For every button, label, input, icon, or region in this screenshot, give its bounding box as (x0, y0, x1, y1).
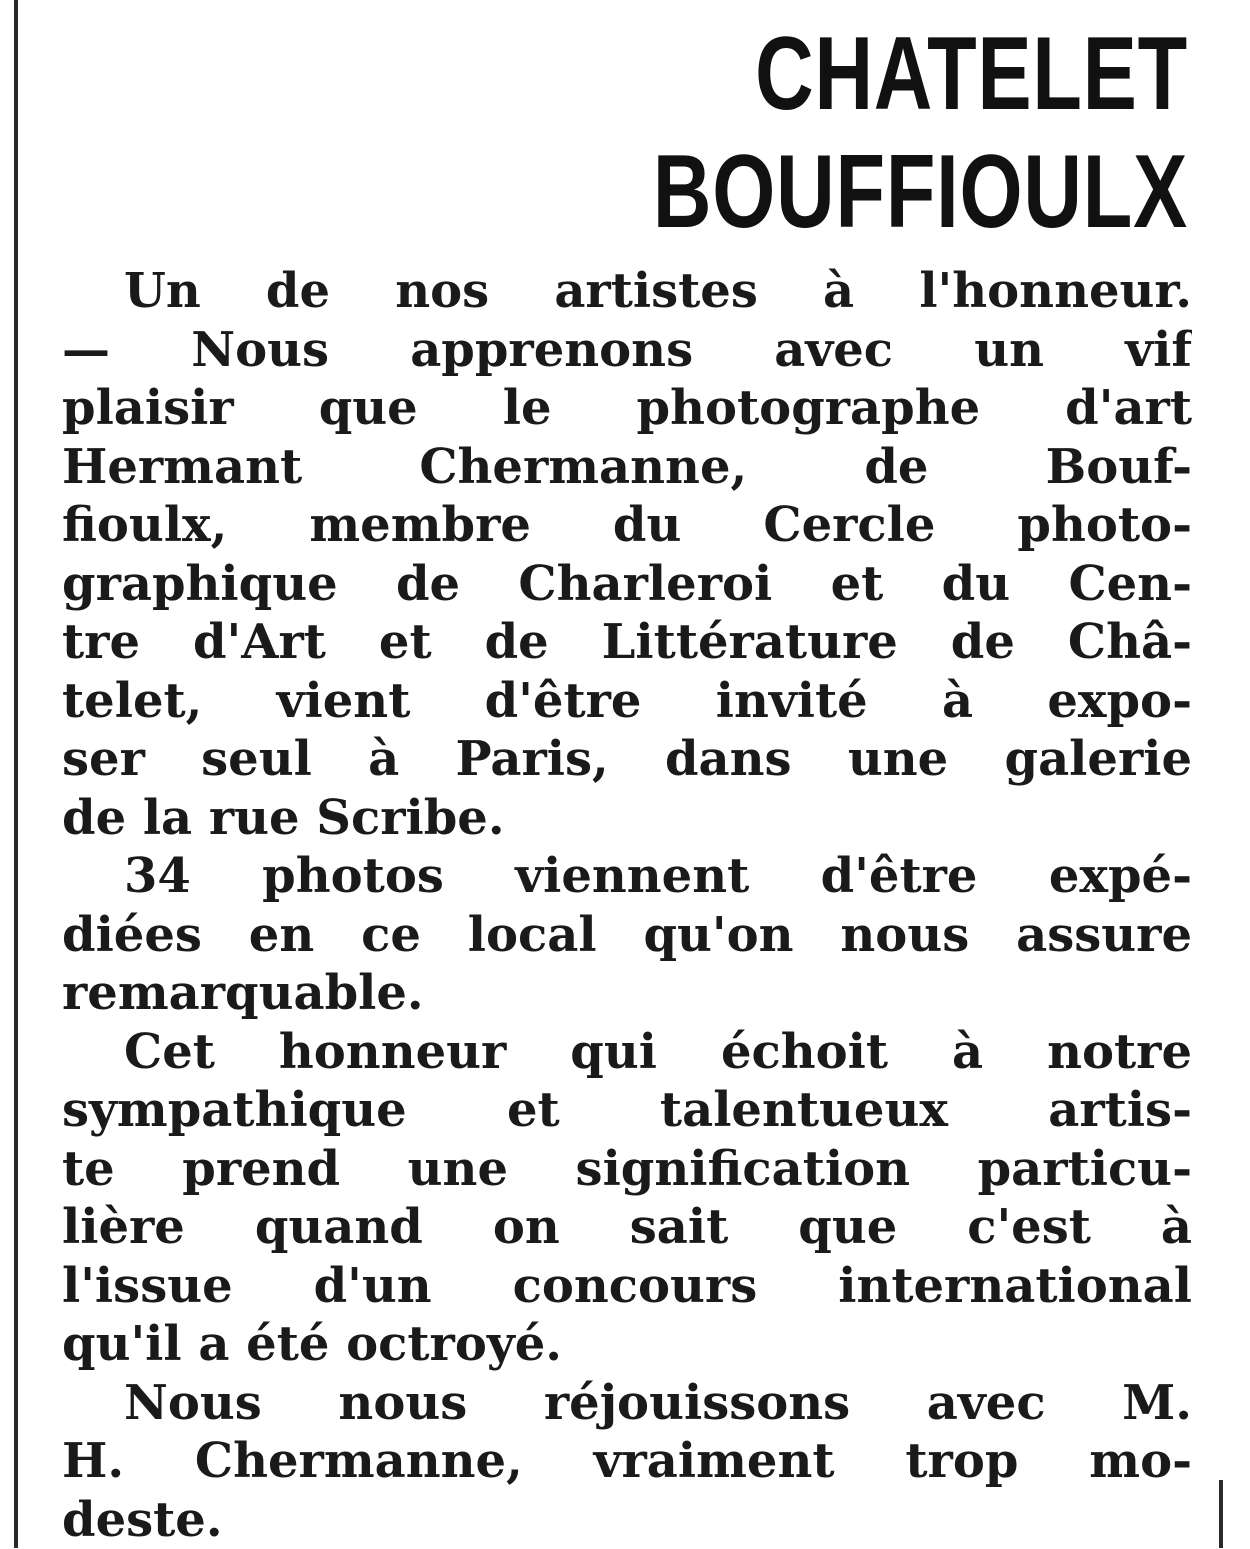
article-line: Cet honneur qui échoit à notre (62, 1023, 1192, 1082)
article-line: lière quand on sait que c'est à (62, 1198, 1192, 1257)
article-line: de la rue Scribe. (62, 789, 1192, 848)
article-line: telet, vient d'être invité à expo- (62, 672, 1192, 731)
article-line: graphique de Charleroi et du Cen- (62, 555, 1192, 614)
article-line: 34 photos viennent d'être expé- (62, 847, 1192, 906)
article-line: Nous nous réjouissons avec M. (62, 1374, 1192, 1433)
article-line: tre d'Art et de Littérature de Châ- (62, 613, 1192, 672)
article-line: ser seul à Paris, dans une galerie (62, 730, 1192, 789)
article-line: Un de nos artistes à l'honneur. (62, 262, 1192, 321)
column-rule-left (14, 0, 18, 1548)
headline-line-1: CHATELET (755, 22, 1188, 126)
article-line: fioulx, membre du Cercle photo- (62, 496, 1192, 555)
article-line: — Nous apprenons avec un vif (62, 321, 1192, 380)
column-rule-right (1219, 1480, 1223, 1548)
article-line: deste. (62, 1491, 1192, 1549)
article-line: diées en ce local qu'on nous assure (62, 906, 1192, 965)
headline-line-2: BOUFFIOULX (653, 140, 1188, 244)
article-body (62, 262, 1192, 1549)
article-line: Hermant Chermanne, de Bouf- (62, 438, 1192, 497)
article-line: remarquable. (62, 964, 1192, 1023)
article-line: H. Chermanne, vraiment trop mo- (62, 1432, 1192, 1491)
article-line: te prend une signification particu- (62, 1140, 1192, 1199)
article-line: sympathique et talentueux artis- (62, 1081, 1192, 1140)
article-line: plaisir que le photographe d'art (62, 379, 1192, 438)
article-line: l'issue d'un concours international (62, 1257, 1192, 1316)
article-line: qu'il a été octroyé. (62, 1315, 1192, 1374)
